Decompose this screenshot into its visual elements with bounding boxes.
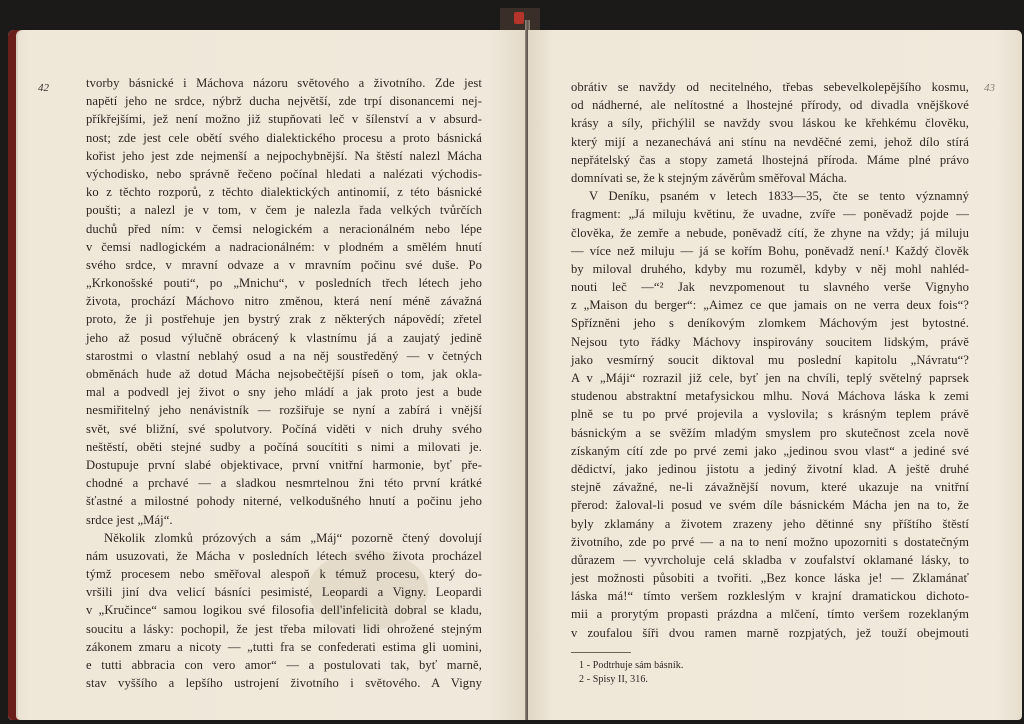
text-line: příkřejšími, jež není možno již stupňovati leč v šílenství a v absurd- (86, 112, 482, 127)
text-line: tvorby básnické i Máchova názoru světového a životního. Zde jest (86, 76, 482, 90)
text-line: Několik zlomků prózových a sám „Máj“ pozorně čtený dovolují (104, 530, 482, 545)
text-line: nepřátelský čas a stopy zametá lhostejná příroda. Máme plné právo (571, 152, 969, 167)
text-line: přerod: žaloval-li posud ve svém díle básnickém Mácha jen na to, že (571, 498, 969, 513)
text-line: nám usuzovati, že Mácha v posledních létech svého života procházel (86, 548, 482, 563)
text-line: nesmiřitelný jeho nenávistník — rozšiřuje se nyní a zabírá i vnější (86, 403, 482, 418)
text-line: starostmi o vlastní neblahý osud a na něj soustředěný — v četných (86, 348, 482, 363)
text-line: studenou abstraktní metafysickou mlhu. Nová Máchova láska k zemi (571, 389, 969, 404)
text-line: stav vyššího a lepšího ustrojení životního i světového. A Vigny (86, 676, 482, 691)
text-line: Nejsou tyto řádky Máchovy inspirovány soucitem lidským, právě (571, 334, 969, 349)
text-line: v „Kručince“ samou logikou své filosofia dell'infelicità dobral se kladu, (86, 603, 482, 618)
page-number: 43 (984, 82, 995, 94)
text-line: mii a prorytým propasti prázdna a mlčení, tímto veršem rozeklaným (571, 607, 969, 622)
bookmark-ribbon (514, 12, 524, 24)
text-line: jako vesmírný soucit diktoval mu poslední kapitolu „Návratu“? (571, 352, 969, 367)
text-line: obměnách hude až dotud Mácha nejsobečtější píseň o tom, jak okla- (86, 367, 482, 381)
text-line: vršili jiní dva velicí básníci pesimisté, Leopardi a Vigny. Leopardi (86, 585, 482, 600)
text-line: důrazem — vyvrcholuje celá skladba v zoufalství oklamané lásky, to (571, 552, 969, 567)
footnote-rule (571, 652, 631, 653)
text-line: svého srdce, v mravní odvaze a v mravním počinu své duše. Po (86, 257, 482, 272)
text-line: života, prochází Máchovo nitro změnou, která není méně závažná (86, 294, 482, 309)
text-line: v čemsi nadlogickém a nadracionálném: v plodném a smělém hnutí (86, 239, 482, 254)
right-text-block (571, 78, 969, 687)
text-line: krásy a síly, přichýlil se navždy svou láskou ke křehkému člověku, (571, 116, 969, 131)
left-page (8, 30, 527, 720)
text-line: srdce jest „Máj“. (86, 512, 173, 527)
text-line: člověka, že zemře a nebude, poněvadž cítí, že zhyne na vždy; já miluju (571, 225, 969, 240)
text-line: který mijí a nezanechává ani stínu na nevděčné zemi, jehož dílo stírá (571, 134, 969, 149)
text-line: obrátiv se navždy od necitelného, třebas sebevelkolepějšího kosmu, (571, 80, 969, 94)
text-line: láska má!“ tímto veršem rozkleslým v krajní dramatickou dichoto- (571, 589, 969, 604)
text-line: duchů před ním: v čemsi nelogickém a neracionálném nebo lépe (86, 221, 482, 236)
right-page (528, 30, 1022, 720)
text-line: mal a podvedl jej život o sny jeho mládí a jak proto jest a bude (86, 385, 482, 400)
left-text-block (86, 74, 482, 692)
text-line: V Deníku, psaném v letech 1833—35, čte se tento významný (589, 189, 969, 204)
text-line: nost; zde jest cele obětí svého dialektického procesu a proto básnická (86, 130, 482, 145)
text-line: — více než miluju — já se kořím Bohu, poněvadž není.¹ Každý člověk (571, 243, 969, 258)
text-line: plně se tu po prvé projevila a vyslovila; s krásným teplem právě (571, 407, 969, 422)
text-line: východisko, nebo správně řečeno počínal hledati a nalézati východis- (86, 166, 482, 181)
text-line: jeho až posud výlučně obrácený k vlastnímu já a zaujatý jedině (86, 330, 482, 345)
text-line: životního, zde po prvé — a na to není možno upozorniti s dostatečným (571, 534, 969, 549)
text-line: proto, že ji postřehuje jen bystrý zrak z některých nápovědí; zřetel (86, 312, 482, 327)
text-line: týmž procesem nebo směřoval alespoň k témuž procesu, který do- (86, 567, 482, 582)
text-line: by miloval druhého, kdyby mu rozuměl, kdyby v něj mohl nahléd- (571, 261, 969, 276)
text-line: básnickým a se svěžím mladým smyslem pro skutečnost zcela nově (571, 425, 969, 440)
text-line: Dostupuje první slabé objektivace, první vnitřní harmonie, byť pře- (86, 457, 482, 472)
text-line: jest možnosti působiti a tvořiti. „Bez konce láska je! — Zklamánať (571, 571, 969, 586)
text-line: e tutti abbracia con vero amor“ — a postulovati tak, byť marně, (86, 658, 482, 672)
text-line: „Krkonošské pouti“, po „Mnichu“, v posledních třech létech jeho (86, 276, 482, 291)
text-line: neštěstí, oběti stejné sudby a počíná soucítiti s nimi a milovati je. (86, 439, 482, 454)
text-line: kořist jeho jest zde nejmenší a nejpochybnější. Na štěstí nalezl Mácha (86, 148, 482, 163)
text-line: napětí jeho ne srdce, nýbrž ducha největší, zde trpí disonancemi nej- (86, 94, 482, 109)
text-line: šťastné a milostné pohody niterné, velkodušného hnutí a počinu jeho (86, 494, 482, 509)
text-line: získaným cítí zde po prvé zemi jako „jedinou svou vlast“ a jediné své (571, 443, 969, 458)
text-line: soucitu a lásky: pochopil, že jest třeba milovati lidi ohrožené stejným (86, 621, 482, 636)
text-line: nouti leč —“² Jak nevzpomenout tu slavného verše Vignyho (571, 280, 969, 295)
text-line: Spřízněni jeho s deníkovým zlomkem Máchovým jest bytostné. (571, 316, 969, 331)
text-line: byly zklamány a životem zrazeny jeho dětinné sny příštího štěstí (571, 516, 969, 531)
text-line: poušti; a nalezl je v tom, v čem je nalezla řada velkých tvůrčích (86, 203, 482, 218)
book-top-edge (500, 8, 540, 30)
text-line: od nádherné, ale nelítostné a lhostejné přírody, od divadla vnějškové (571, 98, 969, 113)
text-line: fragment: „Já miluju květinu, že uvadne, zvíře — poněvadž pojde — (571, 207, 969, 222)
text-line: svět, své bližní, své spolutvory. Počíná viděti v nich druhy svého (86, 421, 482, 436)
text-line: dědictví, jako jedinou jistotu a jediný životní klad. A ještě druhé (571, 461, 969, 476)
text-line: zákonem zmaru a nicoty — „tutti fra se confederati estima gli uomini, (86, 639, 482, 654)
page-number: 42 (38, 82, 49, 94)
text-line: domnívati se, že k stejným závěrům směřoval Mácha. (571, 170, 848, 185)
text-line: z „Maison du berger“: „Aimez ce que jamais on ne verra deux fois“? (571, 298, 969, 313)
footnote: 2 - Spisy II, 316. (579, 673, 649, 685)
footnote: 1 - Podtrhuje sám básník. (579, 659, 684, 671)
text-line: ko z těchto rozporů, z těchto dialektických antinomií, z této básnické (86, 185, 482, 200)
text-line: v zoufalou šíři dvou ramen marně rozpjatých, jež touží obejmouti (571, 625, 969, 640)
text-line: chodné a prchavé — a sladkou nesmrtelnou žni této první krátké (86, 476, 482, 491)
text-line: A v „Máji“ rozrazil již cele, byť jen na chvíli, teplý světelný paprsek (571, 371, 969, 385)
text-line: stejně závažné, ne-li závažnější novum, které ukazuje na vnitřní (571, 480, 969, 495)
